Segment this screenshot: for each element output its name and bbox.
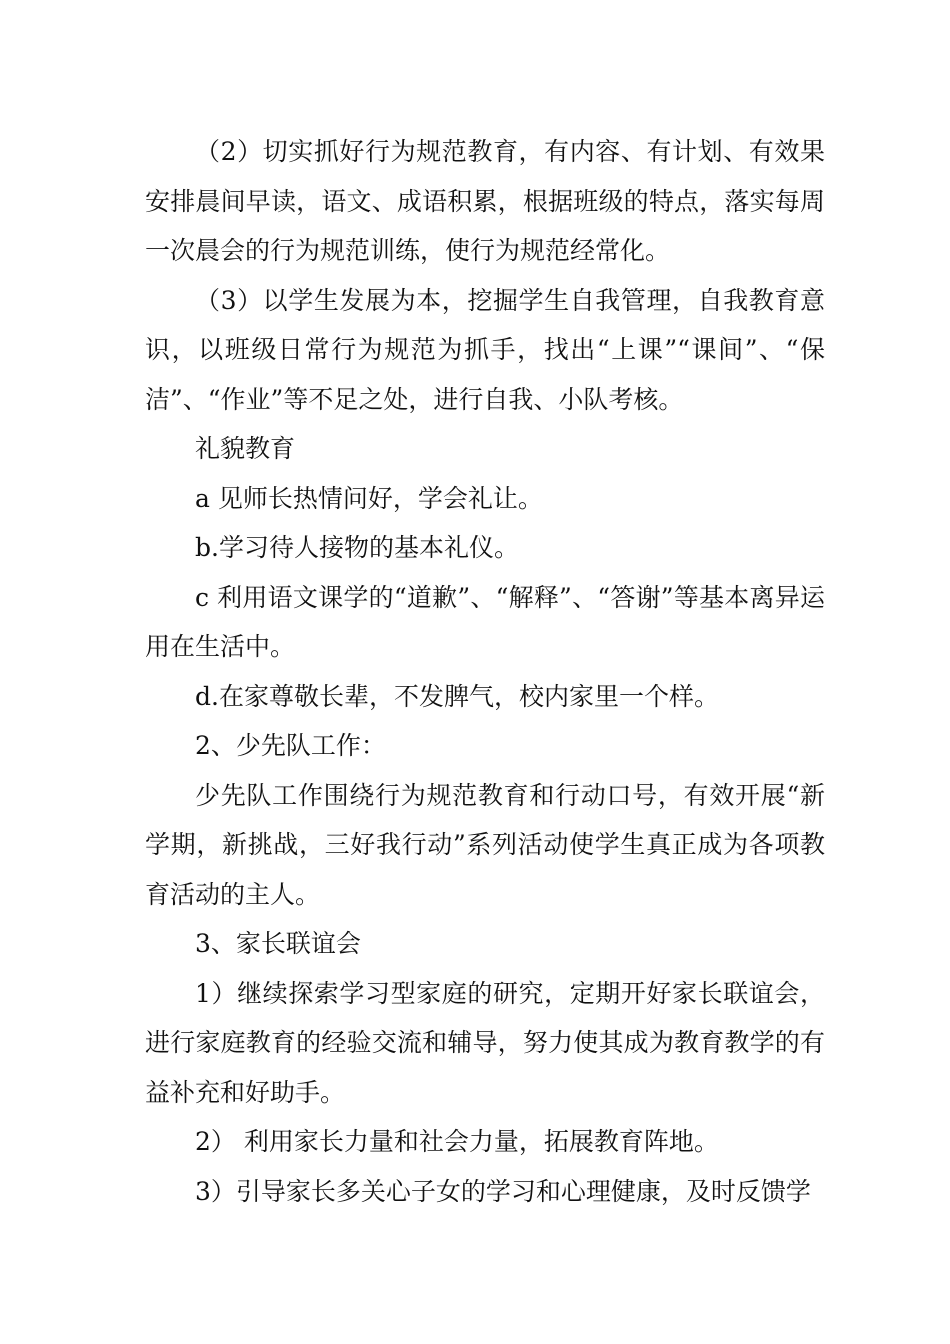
paragraph-courtesy-c: c 利用语文课学的“道歉”、“解释”、“答谢”等基本离异运用在生活中。 — [145, 582, 825, 661]
paragraph-parents-3: 3）引导家长多关心子女的学习和心理健康，及时反馈学 — [195, 1176, 811, 1206]
document-body — [145, 127, 825, 1216]
paragraph-courtesy-heading: 礼貌教育 — [195, 434, 296, 463]
paragraph-parents-2: 2） 利用家长力量和社会力量，拓展教育阵地。 — [195, 1127, 719, 1156]
paragraph-young-pioneers: 少先队工作围绕行为规范教育和行动口号，有效开展“新学期，新挑战，三好我行动”系列活动使学生真正成为各项教育活动的主人。 — [145, 780, 825, 909]
paragraph-behavior-norms: （2）切实抓好行为规范教育，有内容、有计划、有效果安排晨间早读，语文、成语积累，根据班级的特点，落实每周一次晨会的行为规范训练，使行为规范经常化。 — [145, 137, 825, 265]
paragraph-courtesy-b: b.学习待人接物的基本礼仪。 — [195, 533, 519, 562]
section-heading-young-pioneers: 2、少先队工作： — [195, 731, 386, 760]
paragraph-self-management: （3）以学生发展为本，挖掘学生自我管理，自我教育意识，以班级日常行为规范为抓手，找出“上课”“课间”、“保洁”、“作业”等不足之处，进行自我、小队考核。 — [145, 285, 825, 414]
paragraph-parents-1: 1）继续探索学习型家庭的研究，定期开好家长联谊会，进行家庭教育的经验交流和辅导，努力使其成为教育教学的有益补充和好助手。 — [145, 978, 825, 1107]
paragraph-courtesy-a: a 见师长热情问好，学会礼让。 — [195, 483, 543, 513]
section-heading-parents-meeting: 3、家长联谊会 — [195, 929, 361, 958]
paragraph-courtesy-d: d.在家尊敬长辈，不发脾气，校内家里一个样。 — [195, 681, 719, 711]
